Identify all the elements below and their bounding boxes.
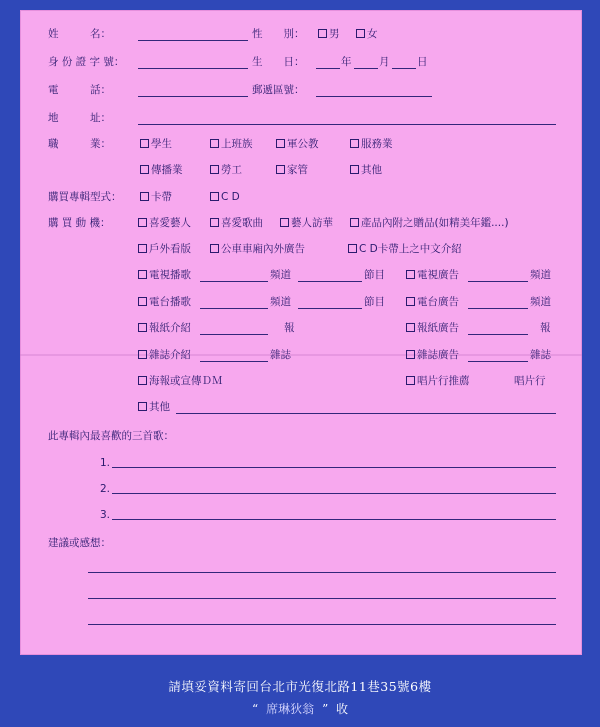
gender-female-option[interactable]: 女 [356,27,378,41]
checkbox-icon [280,218,289,227]
song-3-field[interactable] [112,519,556,520]
name-label: 姓 名： [48,28,111,40]
suggest-line-1[interactable] [88,572,556,573]
motive-record-store[interactable]: 唱片行推薦 [406,374,470,388]
occupation-office[interactable]: 上班族 [210,137,253,151]
return-address: 請填妥資料寄回台北市光復北路11巷35號6樓 [168,679,432,694]
newspaper-label: 報 [540,322,551,334]
checkbox-icon [138,350,147,359]
magazine-label: 雜誌 [530,349,551,361]
id-label: 身 份 證 字 號： [48,56,125,68]
gender-male-option[interactable]: 男 [318,27,340,41]
song-number-1: 1. [100,457,111,469]
quote-open: “ [252,702,259,716]
checkbox-icon [406,323,415,332]
motive-artist[interactable]: 喜愛藝人 [138,216,191,230]
motive-cd-intro[interactable]: C D卡帶上之中文介紹 [348,242,462,256]
motive-other-field[interactable] [176,413,556,414]
phone-field[interactable] [138,96,248,97]
checkbox-icon [138,323,147,332]
channel-label: 頻道 [530,296,551,308]
fold-crease [20,354,582,356]
checkbox-icon [350,218,359,227]
channel-label: 頻道 [270,269,291,281]
program-label: 節目 [364,296,385,308]
song-2-field[interactable] [112,493,556,494]
motive-bus-ad[interactable]: 公車車廂內外廣告 [210,242,305,256]
suggest-line-2[interactable] [88,598,556,599]
song-1-field[interactable] [112,467,556,468]
magazine-label: 雜誌 [270,349,291,361]
birthday-label: 生 日： [252,56,305,68]
channel-label: 頻道 [530,269,551,281]
motive-other[interactable]: 其他 [138,400,170,414]
song-number-2: 2. [100,483,111,495]
checkbox-icon [348,244,357,253]
format-cd[interactable]: C D [210,190,240,204]
motive-news-ad[interactable]: 報紙廣告 [406,321,459,335]
occupation-service[interactable]: 服務業 [350,137,393,151]
receive-label: 收 [335,702,348,716]
program-label: 節目 [364,269,385,281]
checkbox-icon [140,192,149,201]
newspaper-label: 報 [284,322,295,334]
occupation-homemaker[interactable]: 家管 [276,163,308,177]
tv-ad-channel-field[interactable] [468,281,528,282]
checkbox-icon [210,192,219,201]
name-field[interactable] [138,40,248,41]
checkbox-icon [350,165,359,174]
day-label: 日 [417,56,428,68]
birth-day-field[interactable] [392,68,416,69]
zip-label: 郵遞區號： [252,84,305,96]
checkbox-icon [356,29,365,38]
checkbox-icon [140,165,149,174]
checkbox-icon [138,218,147,227]
mag-ad-field[interactable] [468,361,528,362]
motive-radio-ad[interactable]: 電台廣告 [406,295,459,309]
motive-gift[interactable]: 產品內附之贈品(如精美年鑑....) [350,216,509,230]
occupation-media[interactable]: 傳播業 [140,163,183,177]
motive-news-intro[interactable]: 報紙介紹 [138,321,191,335]
format-cassette[interactable]: 卡帶 [140,190,172,204]
fav-songs-label: 此專輯內最喜歡的三首歌： [48,430,174,442]
reply-card [20,10,582,655]
suggest-line-3[interactable] [88,624,556,625]
birth-year-field[interactable] [316,68,340,69]
radio-song-program-field[interactable] [298,308,362,309]
checkbox-icon [138,244,147,253]
checkbox-icon [138,402,147,411]
song-number-3: 3. [100,509,111,521]
month-label: 月 [379,56,390,68]
motive-song[interactable]: 喜愛歌曲 [210,216,263,230]
radio-song-channel-field[interactable] [200,308,268,309]
checkbox-icon [276,139,285,148]
channel-label: 頻道 [270,296,291,308]
tv-song-program-field[interactable] [298,281,362,282]
gender-label: 性 別： [252,28,305,40]
motive-visit[interactable]: 藝人訪華 [280,216,333,230]
motive-mag-intro[interactable]: 雜誌介紹 [138,348,191,362]
zip-field[interactable] [316,96,432,97]
checkbox-icon [138,297,147,306]
occupation-other[interactable]: 其他 [350,163,382,177]
motive-mag-ad[interactable]: 雜誌廣告 [406,348,459,362]
checkbox-icon [210,218,219,227]
recipient-name: 席琳狄翁 [266,702,315,716]
mag-intro-field[interactable] [200,361,268,362]
checkbox-icon [140,139,149,148]
record-store-suffix: 唱片行 [514,375,546,387]
news-ad-field[interactable] [468,334,528,335]
year-label: 年 [341,56,352,68]
tv-song-channel-field[interactable] [200,281,268,282]
quote-close: ” [322,702,329,716]
checkbox-icon [406,270,415,279]
motive-tv-ad[interactable]: 電視廣告 [406,268,459,282]
motive-billboard[interactable]: 戶外看版 [138,242,191,256]
checkbox-icon [210,139,219,148]
motive-radio-song[interactable]: 電台播歌 [138,295,191,309]
phone-label: 電 話： [48,84,111,96]
suggest-label: 建議或感想： [48,537,111,549]
checkbox-icon [406,376,415,385]
checkbox-icon [138,270,147,279]
occupation-civil[interactable]: 軍公教 [276,137,319,151]
occupation-labor[interactable]: 勞工 [210,163,242,177]
birth-month-field[interactable] [354,68,378,69]
recipient-line [0,700,600,717]
occupation-label: 職 業： [48,138,111,150]
news-intro-field[interactable] [200,334,268,335]
motive-poster[interactable]: 海報或宣傳ＤＭ [138,374,223,388]
checkbox-icon [406,350,415,359]
checkbox-icon [138,376,147,385]
id-field[interactable] [138,68,248,69]
motive-tv-song[interactable]: 電視播歌 [138,268,191,282]
radio-ad-channel-field[interactable] [468,308,528,309]
address-field[interactable] [138,124,556,125]
checkbox-icon [210,244,219,253]
motive-label: 購 買 動 機： [48,217,111,229]
checkbox-icon [350,139,359,148]
occupation-student[interactable]: 學生 [140,137,172,151]
checkbox-icon [276,165,285,174]
checkbox-icon [318,29,327,38]
format-label: 購買專輯型式： [48,191,122,203]
checkbox-icon [406,297,415,306]
checkbox-icon [210,165,219,174]
address-label: 地 址： [48,112,111,124]
